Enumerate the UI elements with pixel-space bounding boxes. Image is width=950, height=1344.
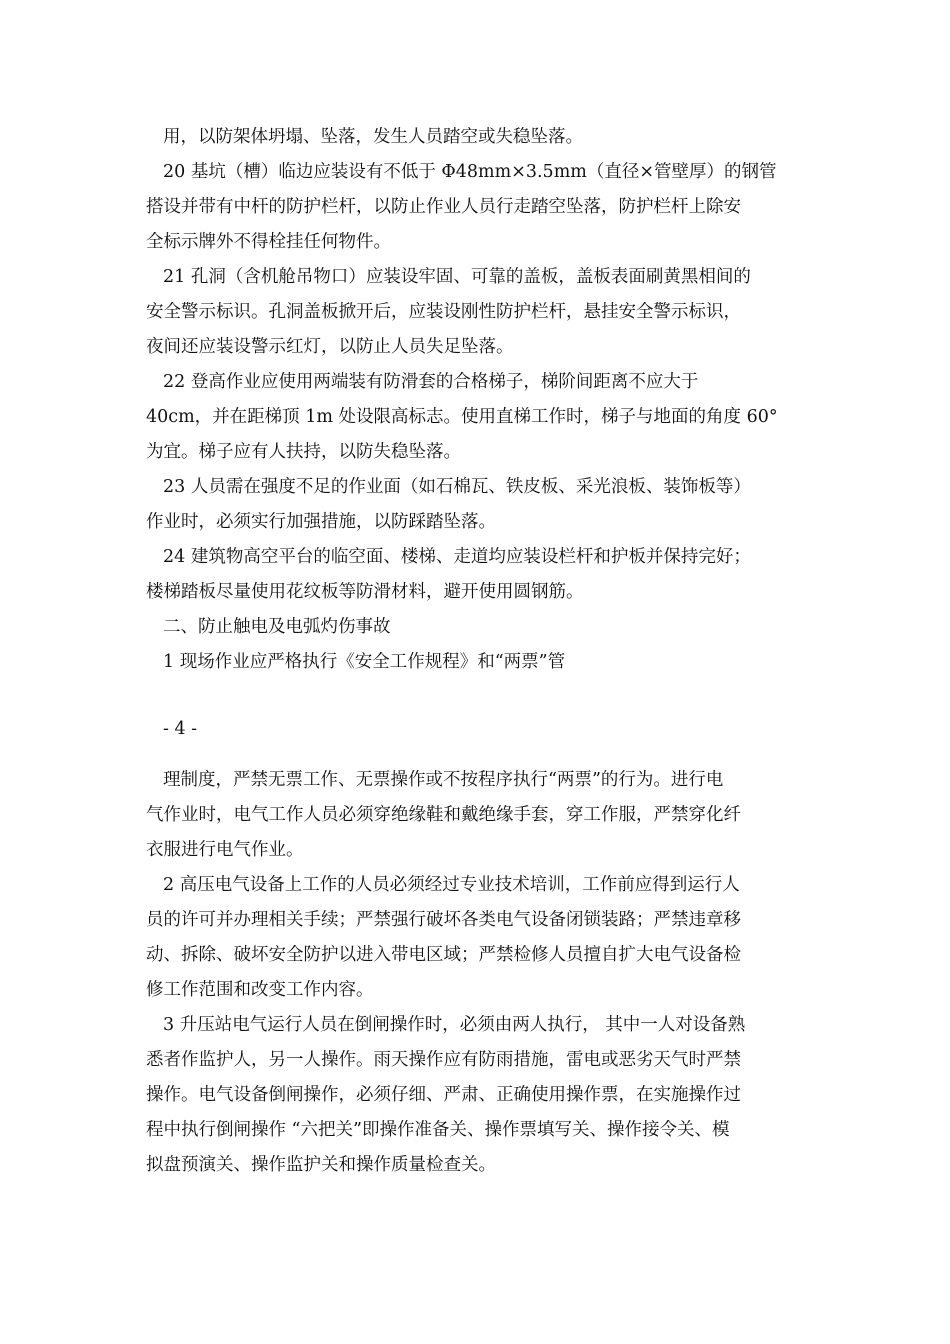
text-line: 23 人员需在强度不足的作业面（如石棉瓦、铁皮板、采光浪板、装饰板等） [163, 477, 751, 497]
text-line: 楼梯踏板尽量使用花纹板等防滑材料，避开使用圆钢筋。 [146, 582, 584, 602]
text-line: 衣服进行电气作业。 [146, 840, 304, 860]
text-line: 24 建筑物高空平台的临空面、楼梯、走道均应装设栏杆和护板并保持完好； [163, 547, 751, 567]
text-line: 员的许可并办理相关手续；严禁强行破坏各类电气设备闭锁装路；严禁违章移 [146, 910, 741, 930]
text-line: 修工作范围和改变工作内容。 [146, 980, 374, 1000]
text-line: 拟盘预演关、操作监护关和操作质量检查关。 [146, 1155, 496, 1175]
text-line: 悉者作监护人，另一人操作。雨天操作应有防雨措施，雷电或恶劣天气时严禁 [146, 1050, 741, 1070]
text-block-top [146, 120, 810, 680]
text-line: 气作业时，电气工作人员必须穿绝缘鞋和戴绝缘手套，穿工作服，严禁穿化纤 [146, 805, 741, 825]
text-line: 动、拆除、破坏安全防护以进入带电区域；严禁检修人员擅自扩大电气设备检 [146, 945, 741, 965]
text-line: 20 基坑（槽）临边应装设有不低于 Φ48mm×3.5mm（直径×管壁厚）的钢管 [163, 162, 777, 182]
text-line: 程中执行倒闸操作 “六把关”即操作准备关、操作票填写关、操作接令关、模 [146, 1120, 730, 1140]
text-line: 40cm，并在距梯顶 1m 处设限高标志。使用直梯工作时，梯子与地面的角度 60° [146, 407, 778, 427]
text-line: 全标示牌外不得栓挂任何物件。 [146, 232, 391, 252]
text-line: 理制度，严禁无票工作、无票操作或不按程序执行“两票”的行为。进行电 [163, 770, 724, 790]
text-line: 2 高压电气设备上工作的人员必须经过专业技术培训，工作前应得到运行人 [163, 875, 740, 895]
text-line: 作业时，必须实行加强措施，以防踩踏坠落。 [146, 512, 496, 532]
text-line: 夜间还应装设警示红灯，以防止人员失足坠落。 [146, 337, 514, 357]
text-line: 搭设并带有中杆的防护栏杆，以防止作业人员行走踏空坠落，防护栏杆上除安 [146, 197, 741, 217]
text-line: 安全警示标识。孔洞盖板掀开后，应装设刚性防护栏杆，悬挂安全警示标识， [146, 302, 741, 322]
page-number: - 4 - [163, 719, 198, 739]
text-line: 操作。电气设备倒闸操作，必须仔细、严肃、正确使用操作票，在实施操作过 [146, 1085, 741, 1105]
text-line: 用，以防架体坍塌、坠落，发生人员踏空或失稳坠落。 [163, 127, 583, 147]
text-line: 22 登高作业应使用两端装有防滑套的合格梯子，梯阶间距离不应大于 [163, 372, 699, 392]
text-line: 1 现场作业应严格执行《安全工作规程》和“两票”管 [163, 652, 566, 672]
text-line: 21 孔洞（含机舱吊物口）应装设牢固、可靠的盖板，盖板表面刷黄黑相间的 [163, 267, 751, 287]
text-block-bottom [146, 763, 810, 1183]
text-line: 为宜。梯子应有人扶持，以防失稳坠落。 [146, 442, 461, 462]
text-line: 3 升压站电气运行人员在倒闸操作时，必须由两人执行， 其中一人对设备熟 [163, 1015, 746, 1035]
section-heading: 二、防止触电及电弧灼伤事故 [163, 617, 391, 637]
